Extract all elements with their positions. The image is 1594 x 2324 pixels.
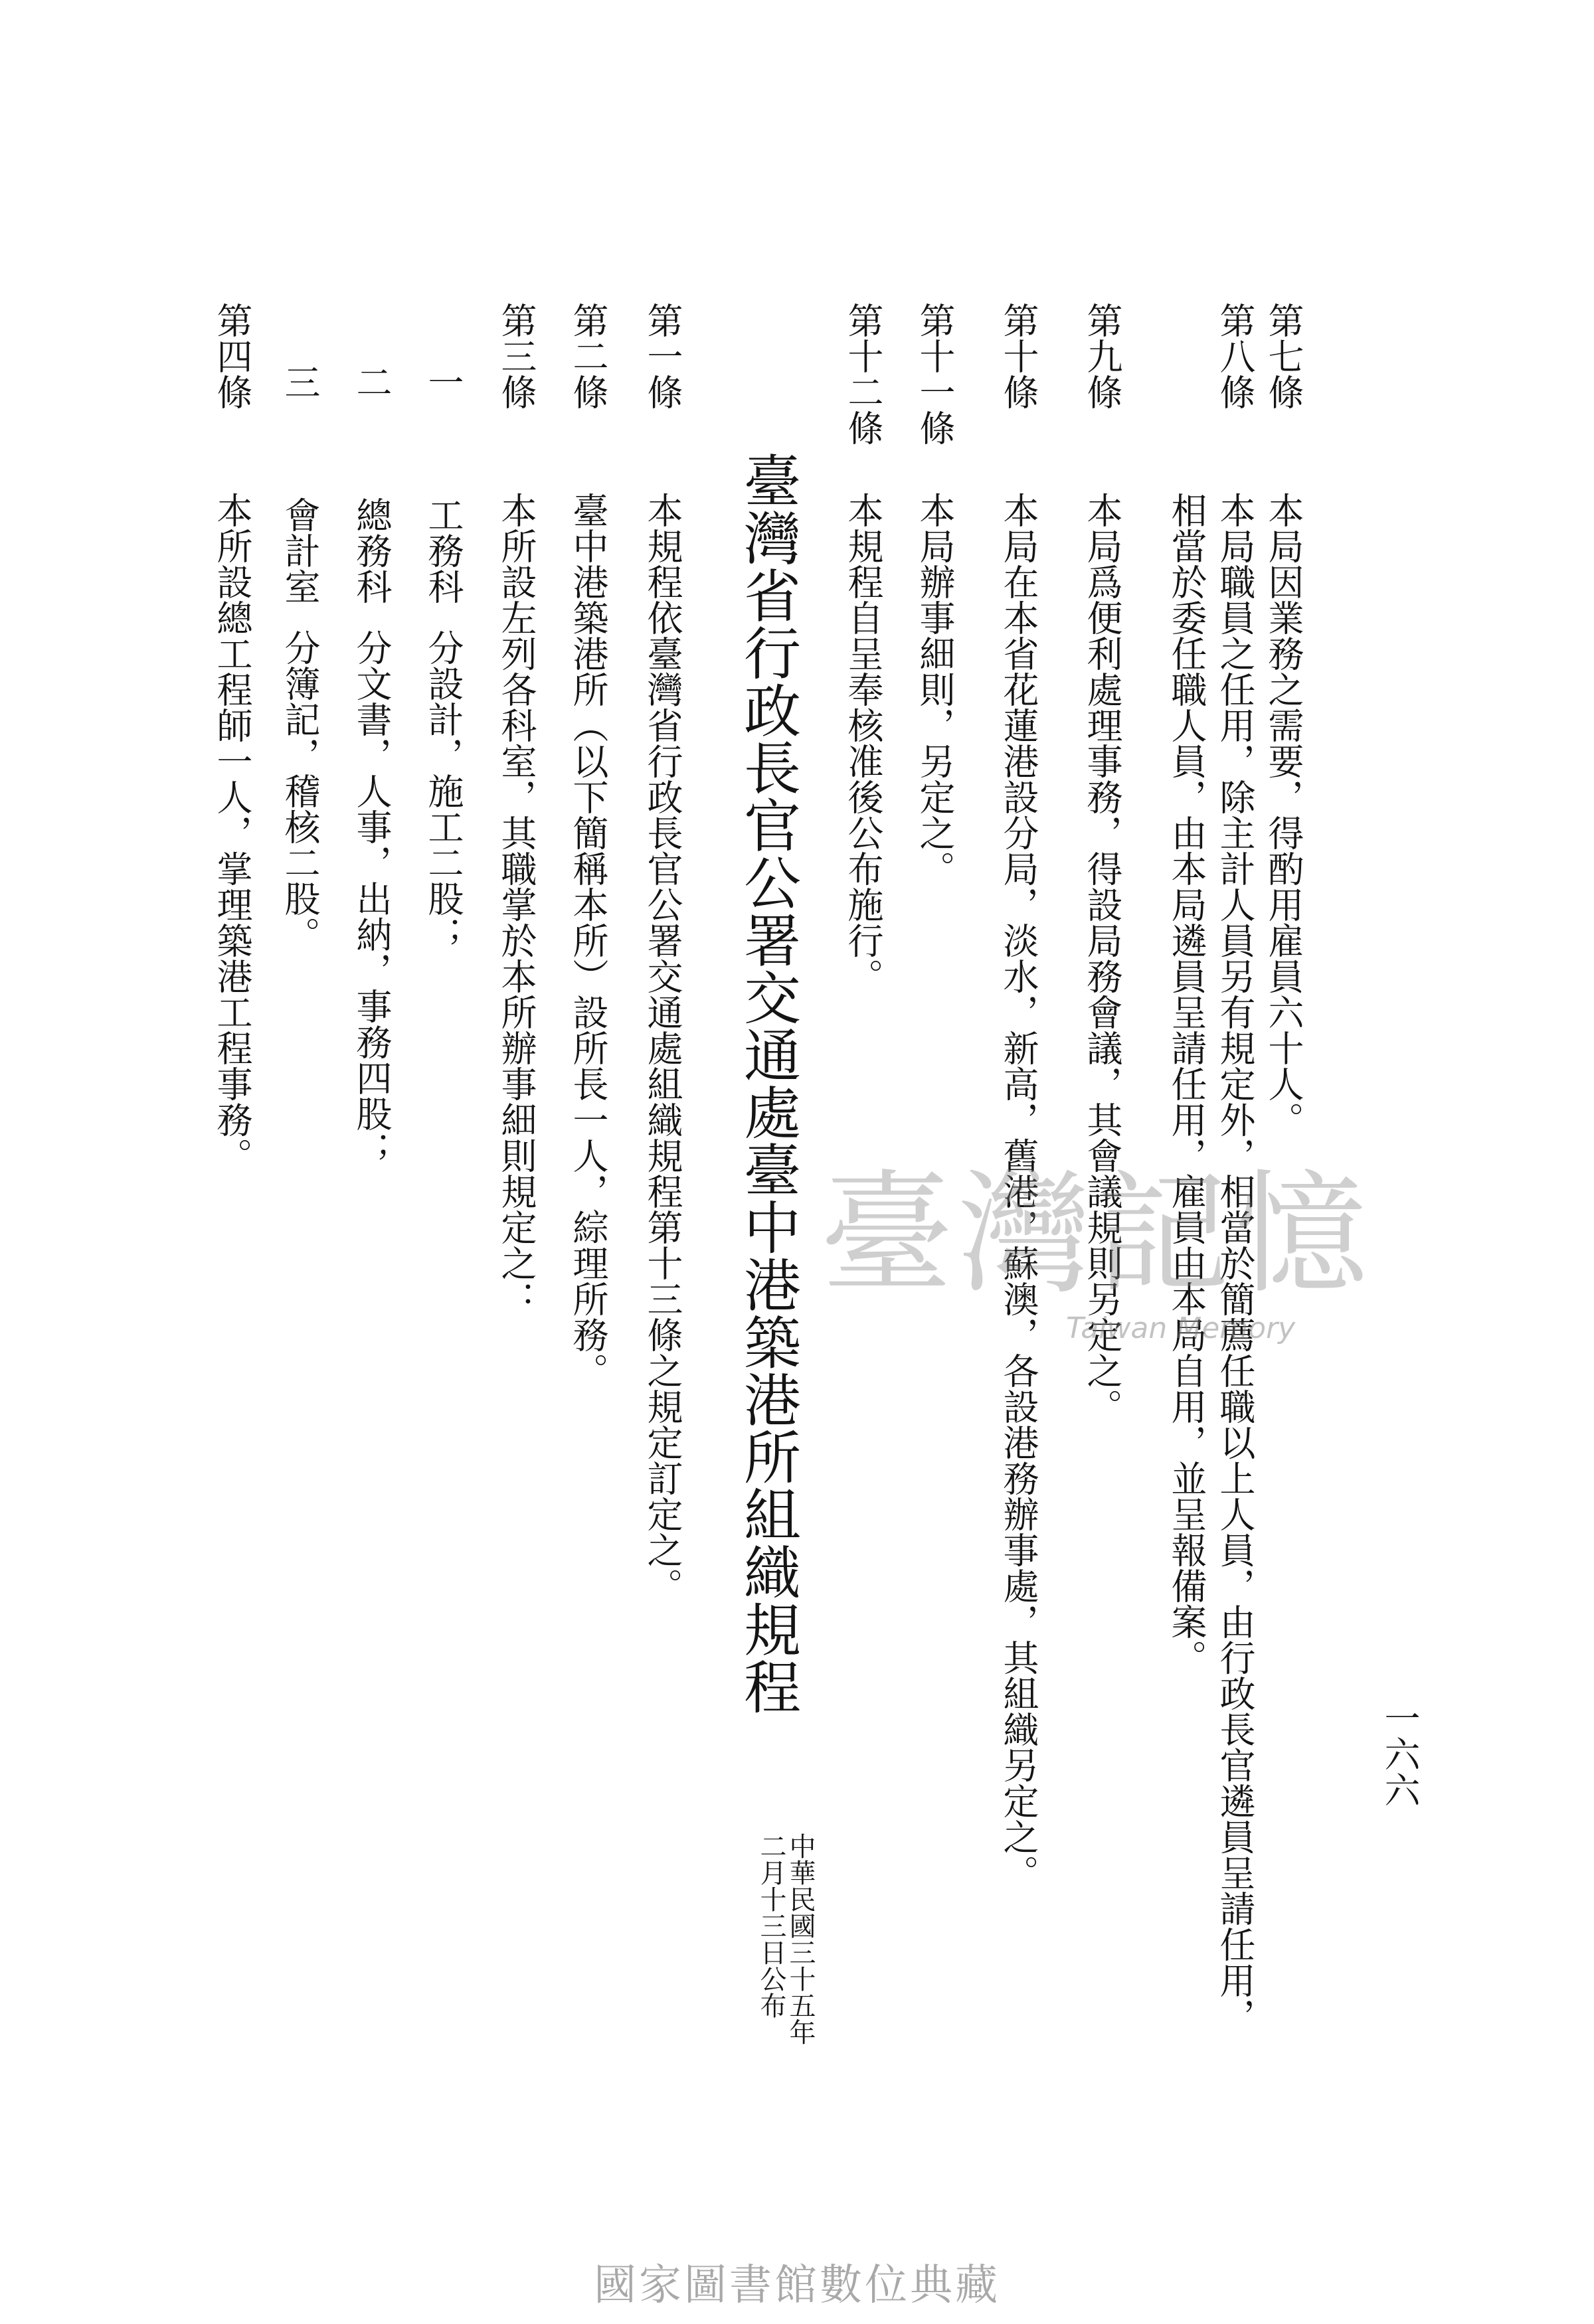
new-article-2	[567, 302, 609, 1388]
article-label: 第九條	[1081, 302, 1123, 410]
section-text: 分設計，施工二股；	[422, 629, 464, 952]
article-text: 本所設左列各科室，其職掌於本所辦事細則規定之：	[495, 492, 537, 1317]
article-label: 第一條	[642, 302, 683, 410]
article-10	[998, 302, 1039, 1890]
article-text: 本局辦事細則，另定之。	[914, 492, 956, 886]
article-text: 本規程依臺灣省行政長官公署交通處組織規程第十三條之規定訂定之。	[642, 492, 683, 1604]
section-number: 三	[279, 364, 321, 400]
article-text: 本規程自呈奉核准後公布施行。	[842, 492, 884, 994]
article-label: 第二條	[567, 302, 609, 410]
new-article-1	[642, 302, 683, 1604]
article-text: 本局因業務之需要，得酌用雇員六十人。	[1263, 492, 1304, 1137]
section-text: 分文書，人事，出納，事務四股；	[351, 629, 393, 1167]
section-number: 二	[351, 364, 393, 400]
article-label: 第十二條	[842, 302, 884, 446]
article-text: 本局爲便利處理事務，得設局務會議，其會議規則另定之。	[1081, 492, 1123, 1424]
article-text: 本局職員之任用，除主計人員另有規定外，相當於簡薦任職以上人員，由行政長官遴員呈請任用，	[1214, 492, 1256, 2034]
article-label: 第七條	[1263, 302, 1304, 410]
article-8-continued	[1166, 302, 1207, 1675]
article-label: 第十條	[998, 302, 1039, 410]
section-1	[422, 364, 464, 952]
section-2	[351, 364, 393, 1167]
regulation-date: 中華民國三十五年二月十三日公布	[756, 1833, 816, 2045]
article-text: 相當於委任職人員，由本局遴員呈請任用，雇員由本局自用，並呈報備案。	[1166, 492, 1207, 1675]
section-text: 分簿記，稽核二股。	[279, 629, 321, 952]
article-label: 第八條	[1214, 302, 1256, 410]
article-text: 本局在本省花蓮港設分局，淡水，新高，舊港，蘇澳，各設港務辦事處，其組織另定之。	[998, 492, 1039, 1890]
section-name: 總務科	[351, 497, 393, 604]
article-text: 本所設總工程師一人，掌理築港工程事務。	[211, 492, 253, 1173]
article-label: 第四條	[211, 302, 253, 410]
article-text: 臺中港築港所（以下簡稱本所）設所長一人，綜理所務。	[567, 492, 609, 1388]
article-label: 第三條	[495, 302, 537, 410]
article-label: 第十一條	[914, 302, 956, 446]
page-number: 一六六	[1379, 1700, 1421, 1807]
article-7	[1263, 302, 1304, 1137]
section-name: 會計室	[279, 497, 321, 604]
article-12	[842, 302, 884, 994]
regulation-title: 臺灣省行政長官公署交通處臺中港築港所組織規程	[734, 452, 800, 1715]
new-article-3	[495, 302, 537, 1317]
watermark-chinese: 臺灣記憶	[820, 1157, 1373, 1312]
section-number: 一	[422, 364, 464, 400]
section-name: 工務科	[422, 497, 464, 604]
article-11	[914, 302, 956, 886]
footer-archive-label: 國家圖書館數位典藏	[594, 2261, 1000, 2310]
section-3	[279, 364, 321, 952]
new-article-4	[211, 302, 253, 1173]
watermark-english: Taiwan Memory	[1066, 1311, 1296, 1345]
